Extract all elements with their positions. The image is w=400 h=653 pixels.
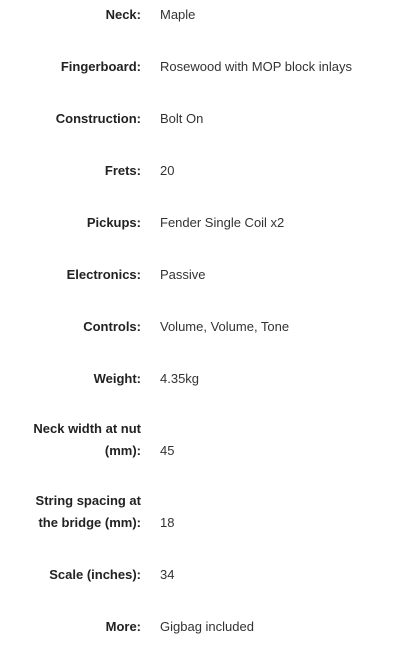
spec-row-construction <box>0 93 400 145</box>
spec-label: Frets: <box>104 163 141 178</box>
spec-label-line: the bridge (mm): <box>38 515 141 530</box>
spec-label: Neck: <box>105 7 141 22</box>
spec-row-neck-width <box>0 405 400 477</box>
spec-value: Passive <box>160 267 206 282</box>
spec-row-controls <box>0 301 400 353</box>
spec-value: 45 <box>160 443 175 458</box>
spec-value: Rosewood with MOP block inlays <box>160 59 352 74</box>
spec-value: Maple <box>160 7 196 22</box>
spec-row-string-spacing <box>0 477 400 549</box>
spec-row-fingerboard <box>0 41 400 93</box>
spec-value: 20 <box>160 163 175 178</box>
spec-row-scale <box>0 549 400 601</box>
spec-label <box>0 418 141 462</box>
spec-label: Controls: <box>83 319 141 334</box>
spec-value: 4.35kg <box>160 371 200 386</box>
spec-label: Scale (inches): <box>49 567 141 582</box>
spec-row-more <box>0 601 400 653</box>
spec-row-electronics <box>0 249 400 301</box>
spec-value: 18 <box>160 515 175 530</box>
spec-value: Volume, Volume, Tone <box>160 319 290 334</box>
spec-value: Gigbag included <box>160 619 254 634</box>
spec-row-pickups <box>0 197 400 249</box>
spec-label: Pickups: <box>86 215 141 230</box>
spec-row-frets <box>0 145 400 197</box>
spec-value: 34 <box>160 567 175 582</box>
spec-label: More: <box>105 619 141 634</box>
spec-row-weight <box>0 353 400 405</box>
spec-label <box>0 490 141 534</box>
spec-value: Fender Single Coil x2 <box>160 215 285 230</box>
spec-label: Construction: <box>55 111 141 126</box>
spec-label: Fingerboard: <box>60 59 141 74</box>
spec-label-line: String spacing at <box>35 493 141 508</box>
spec-label: Weight: <box>93 371 141 386</box>
spec-value: Bolt On <box>160 111 204 126</box>
spec-label-line: (mm): <box>104 443 141 458</box>
spec-label-line: Neck width at nut <box>33 421 141 436</box>
spec-label: Electronics: <box>66 267 141 282</box>
spec-row-neck <box>0 0 400 41</box>
